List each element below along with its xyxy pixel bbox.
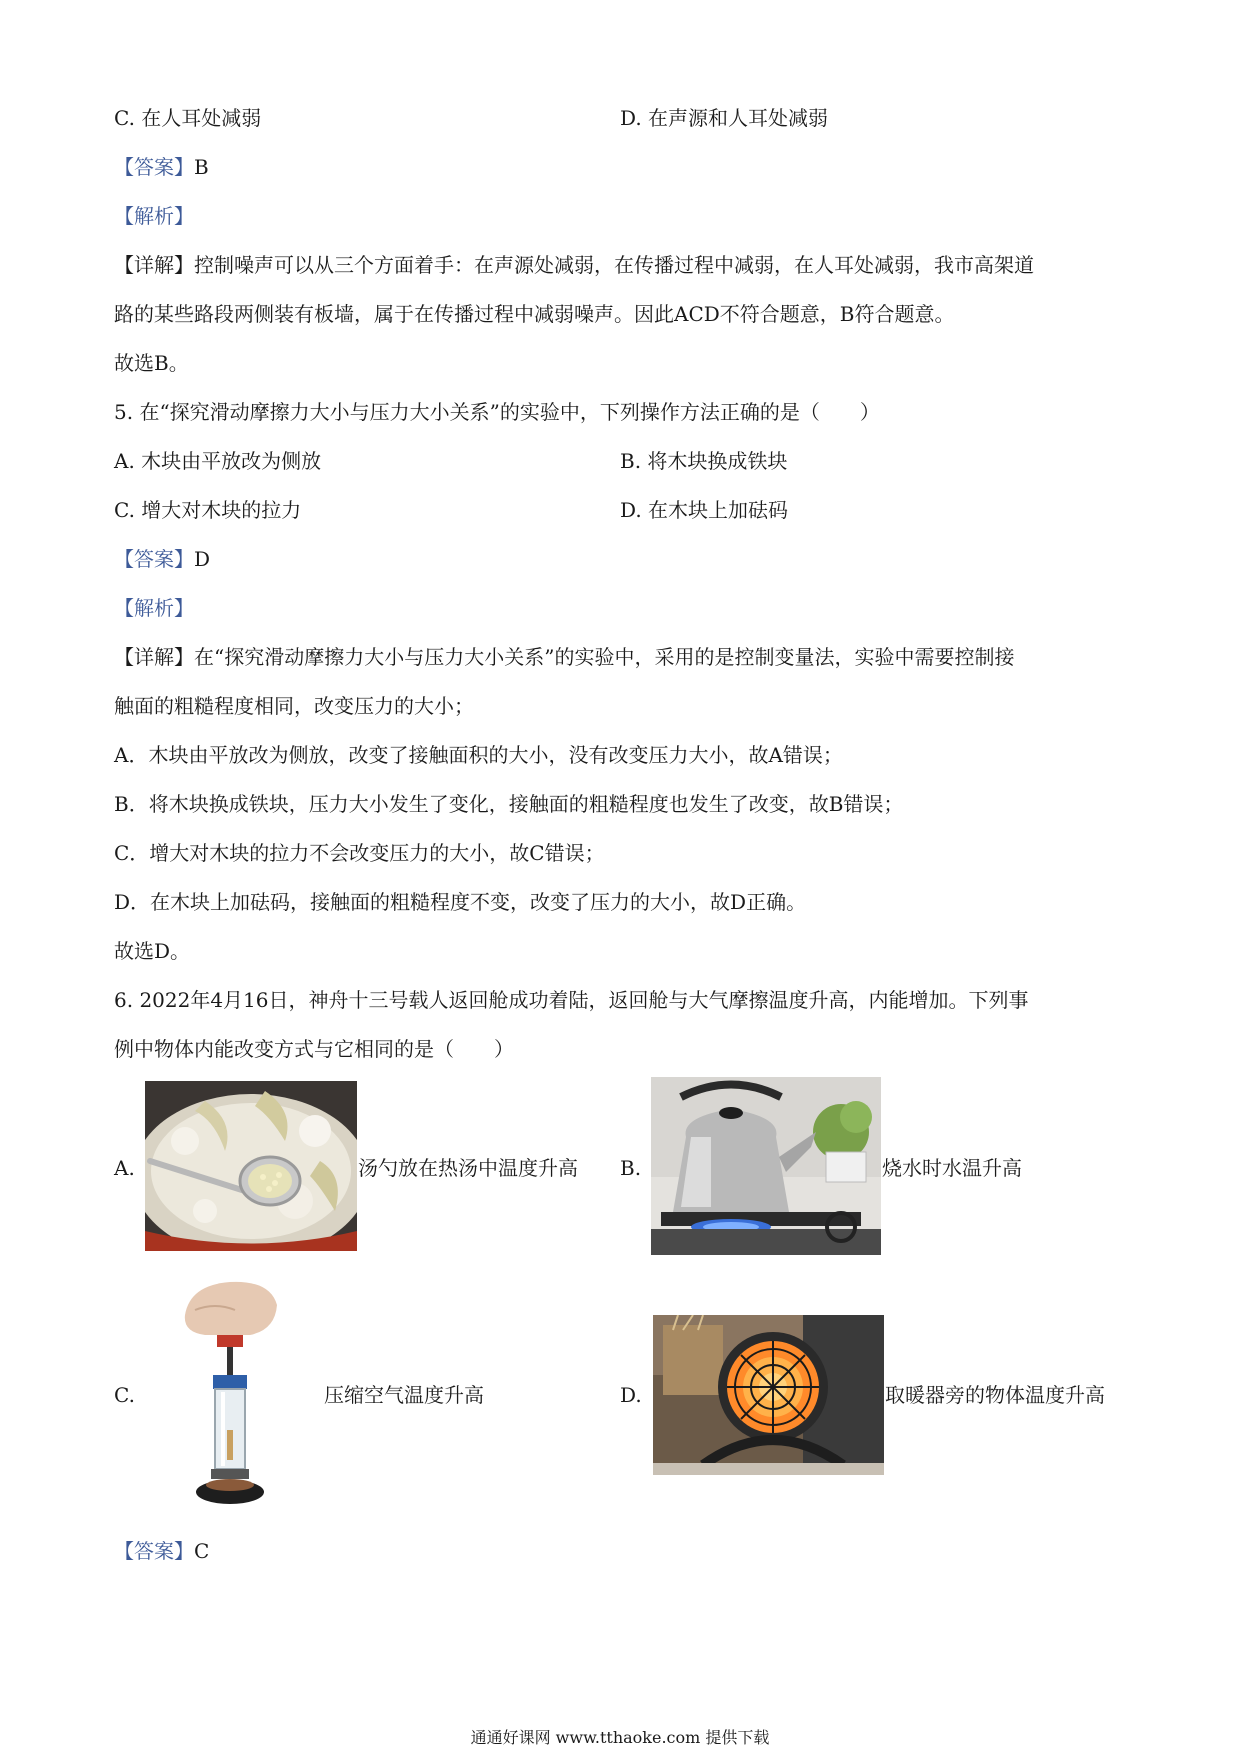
answer-tag: 【答案】	[114, 1539, 194, 1563]
q6-option-a-text: 汤勺放在热汤中温度升高	[358, 1156, 578, 1180]
answer-value: D	[194, 547, 211, 571]
q5-stem: 5. 在“探究滑动摩擦力大小与压力大小关系”的实验中，下列操作方法正确的是（ ）	[114, 400, 880, 424]
q5-detail-line2: 触面的粗糙程度相同，改变压力的大小；	[114, 694, 474, 718]
q5-option-a: A. 木块由平放改为侧放	[114, 449, 322, 473]
q6-stem-line2: 例中物体内能改变方式与它相同的是（ ）	[114, 1037, 514, 1061]
q6-option-b-text: 烧水时水温升高	[882, 1156, 1022, 1180]
q5-answer	[114, 545, 210, 573]
q4-detail-line1	[114, 251, 1034, 279]
q6-option-c-letter: C.	[114, 1383, 135, 1407]
page-footer: 通通好课网 www.tthaoke.com 提供下载	[470, 1728, 770, 1747]
q6-answer	[114, 1537, 209, 1565]
q5-option-b: B. 将木块换成铁块	[620, 449, 788, 473]
q4-analysis-tag: 【解析】	[114, 204, 194, 228]
q5-explain-d: D．在木块上加砝码，接触面的粗糙程度不变，改变了压力的大小，故D正确。	[114, 890, 807, 914]
q4-option-c: C. 在人耳处减弱	[114, 106, 262, 130]
q5-option-c: C. 增大对木块的拉力	[114, 498, 302, 522]
soup-ladle-image	[145, 1081, 357, 1251]
q6-option-d-text: 取暖器旁的物体温度升高	[885, 1383, 1105, 1407]
q5-conclusion: 故选D。	[114, 939, 191, 963]
detail-text: 控制噪声可以从三个方面着手：在声源处减弱，在传播过程中减弱，在人耳处减弱，我市高架道	[194, 253, 1034, 277]
answer-value: B	[194, 155, 209, 179]
q4-conclusion: 故选B。	[114, 351, 189, 375]
heater-image	[653, 1315, 884, 1475]
q5-analysis-tag: 【解析】	[114, 596, 194, 620]
q4-answer	[114, 153, 209, 181]
q6-option-d-letter: D.	[620, 1383, 642, 1407]
q5-explain-a: A．木块由平放改为侧放，改变了接触面积的大小，没有改变压力大小，故A错误；	[114, 743, 843, 767]
q5-explain-b: B．将木块换成铁块，压力大小发生了变化，接触面的粗糙程度也发生了改变，故B错误；	[114, 792, 904, 816]
answer-tag: 【答案】	[114, 547, 194, 571]
q5-option-d: D. 在木块上加砝码	[620, 498, 789, 522]
kettle-image	[651, 1077, 881, 1255]
q5-detail-line1	[114, 643, 1014, 671]
q6-stem-line1: 6. 2022年4月16日，神舟十三号载人返回舱成功着陆，返回舱与大气摩擦温度升高，内能增加。下列事	[114, 988, 1029, 1012]
q5-explain-c: C．增大对木块的拉力不会改变压力的大小，故C错误；	[114, 841, 605, 865]
answer-value: C	[194, 1539, 210, 1563]
air-compression-image	[175, 1280, 285, 1510]
detail-text: 在“探究滑动摩擦力大小与压力大小关系”的实验中，采用的是控制变量法，实验中需要控制接	[194, 645, 1015, 669]
detail-tag: 【详解】	[114, 253, 194, 277]
answer-tag: 【答案】	[114, 155, 194, 179]
q4-detail-line2: 路的某些路段两侧装有板墙，属于在传播过程中减弱噪声。因此ACD不符合题意，B符合题意。	[114, 302, 955, 326]
q6-option-c-text: 压缩空气温度升高	[324, 1383, 484, 1407]
q6-option-a-letter: A.	[114, 1156, 135, 1180]
q4-option-d: D. 在声源和人耳处减弱	[620, 106, 829, 130]
detail-tag: 【详解】	[114, 645, 194, 669]
q6-option-b-letter: B.	[620, 1156, 642, 1180]
